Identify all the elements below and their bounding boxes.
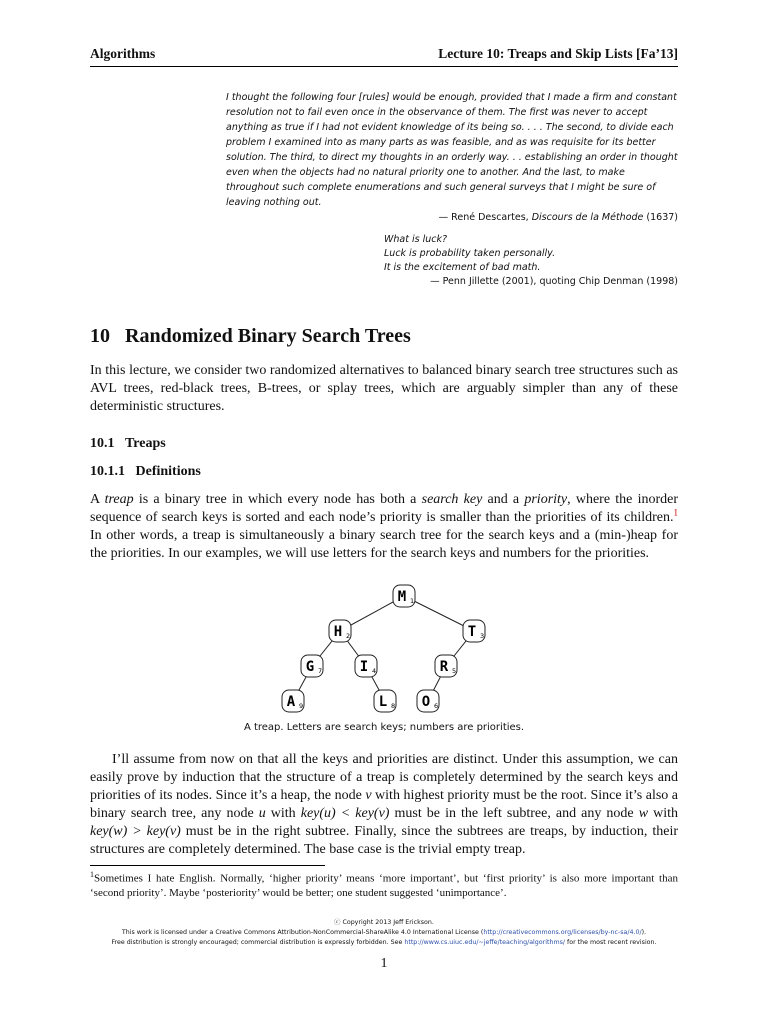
section-heading bbox=[90, 325, 411, 348]
copyright-notice bbox=[90, 918, 678, 948]
section-title: Randomized Binary Search Trees bbox=[125, 325, 411, 347]
node-key: H bbox=[333, 624, 343, 640]
treap-node bbox=[417, 690, 439, 712]
node-key: L bbox=[378, 694, 388, 710]
treap-node bbox=[329, 620, 351, 642]
distribution-line: Free distribution is strongly encouraged; commercial distribution is expressly forbidden. See http://www.cs.uiuc.edu/~jeffe/teaching/algorithms/ for the most recent revision. bbox=[111, 939, 657, 946]
node-key: I bbox=[359, 659, 369, 675]
epigraph-line: What is luck? bbox=[384, 234, 448, 245]
subsubsection-heading: 10.1.1 Definitions bbox=[90, 464, 201, 479]
node-priority: 2 bbox=[346, 632, 351, 640]
treap-edges bbox=[293, 596, 477, 701]
body-paragraph: I’ll assume from now on that all the keys and priorities are distinct. Under this assumption, we can easily prove by induction that the structure of a treap is completely determined by the search keys and priorities of its nodes. Since it’s a heap, the node v with highest priority must be the root. Since it’s also a binary search tree, any node u with key(u) < key(v) must be in the left subtree, and any node w with key(w) > key(v) must be in the right subtree. Finally, since the subtrees are treaps, by induction, their structures are completely determined. The base case is the trivial empty treap. bbox=[90, 752, 678, 857]
treap-nodes bbox=[282, 585, 485, 712]
epigraph-attribution: — René Descartes, Discours de la Méthode (1637) bbox=[438, 212, 678, 223]
node-key: R bbox=[439, 659, 449, 675]
node-key: O bbox=[421, 694, 431, 710]
header-course: Algorithms bbox=[90, 46, 156, 61]
node-priority: 7 bbox=[318, 667, 323, 675]
node-key: T bbox=[467, 624, 477, 640]
node-priority: 4 bbox=[372, 667, 377, 675]
treap-diagram bbox=[0, 575, 768, 720]
license-link[interactable]: http://creativecommons.org/licenses/by-nc-sa/4.0/ bbox=[483, 929, 642, 936]
running-header bbox=[90, 46, 678, 62]
figure-caption: A treap. Letters are search keys; numbers are priorities. bbox=[243, 722, 525, 733]
license-line: This work is licensed under a Creative Commons Attribution-NonCommercial-ShareAlike 4.0 International License (http://creativecommons.org/licenses/by-nc-sa/4.0/). bbox=[121, 929, 647, 936]
node-key: G bbox=[305, 659, 315, 675]
treap-node bbox=[374, 690, 396, 712]
epigraph-jillette bbox=[384, 233, 678, 289]
footnote-rule bbox=[90, 865, 325, 866]
node-priority: 9 bbox=[299, 702, 304, 710]
treap-node bbox=[355, 655, 377, 677]
page-number: 1 bbox=[380, 956, 388, 971]
header-lecture: Lecture 10: Treaps and Skip Lists [Fa’13] bbox=[438, 46, 678, 61]
epigraph-line: Luck is probability taken personally. bbox=[384, 248, 556, 259]
node-priority: 1 bbox=[410, 597, 415, 605]
subsection-heading: 10.1 Treaps bbox=[90, 436, 166, 451]
treap-node bbox=[463, 620, 485, 642]
treap-node bbox=[282, 690, 304, 712]
node-priority: 8 bbox=[391, 702, 396, 710]
course-link[interactable]: http://www.cs.uiuc.edu/~jeffe/teaching/algorithms/ bbox=[404, 939, 565, 946]
epigraph-line: It is the excitement of bad math. bbox=[384, 262, 541, 273]
node-priority: 5 bbox=[452, 667, 457, 675]
footnote-ref[interactable]: 1 bbox=[673, 507, 678, 518]
epigraph-attribution: — Penn Jillette (2001), quoting Chip Denman (1998) bbox=[430, 276, 678, 287]
epigraph-text: I thought the following four [rules] would be enough, provided that I made a firm and constant resolution not to fail even once in the observance of them. The first was never to accept anything as true if I had not evident knowledge of its being so. . . . The second, to divide each problem I examined into as many parts as was feasible, and as was requisite for its better solution. The third, to direct my thoughts in an orderly way. . . establishing an order in thought even when the objects had no natural priority one to another. And the last, to make throughout such complete enumerations and such general surveys that I might be sure of leaving nothing out. bbox=[226, 92, 678, 208]
node-key: A bbox=[286, 694, 296, 710]
node-key: M bbox=[397, 589, 407, 605]
intro-paragraph: In this lecture, we consider two randomized alternatives to balanced binary search tree structures such as AVL trees, red-black trees, B-trees, or splay trees, which are arguably simpler than any of these deterministic structures. bbox=[90, 363, 678, 414]
definition-paragraph: A treap is a binary tree in which every node has both a search key and a priority, where the inorder sequence of search keys is sorted and each node’s priority is smaller than the priorities of its children.$^1$ In other words, a treap is simultaneously a binary search tree for the search keys and a (min-)heap for the priorities. In our examples, we will use letters for the search keys and numbers for the priorities. bbox=[90, 492, 679, 561]
node-priority: 3 bbox=[480, 632, 485, 640]
copyright-line: ⓒ Copyright 2013 Jeff Erickson. bbox=[334, 919, 434, 926]
epigraph-descartes bbox=[226, 90, 678, 225]
node-priority: 6 bbox=[434, 702, 439, 710]
header-rule bbox=[90, 66, 678, 67]
treap-node bbox=[393, 585, 415, 607]
section-number: 10 bbox=[90, 325, 110, 347]
treap-node bbox=[435, 655, 457, 677]
treap-node bbox=[301, 655, 323, 677]
footnote: $^1$Sometimes I hate English. Normally, ‘higher priority’ means ‘more important’, but ‘first priority’ is also more important than ‘second priority’. Maybe ‘posteriority’ would be better; one student suggested ‘unimportance’. bbox=[90, 870, 678, 899]
